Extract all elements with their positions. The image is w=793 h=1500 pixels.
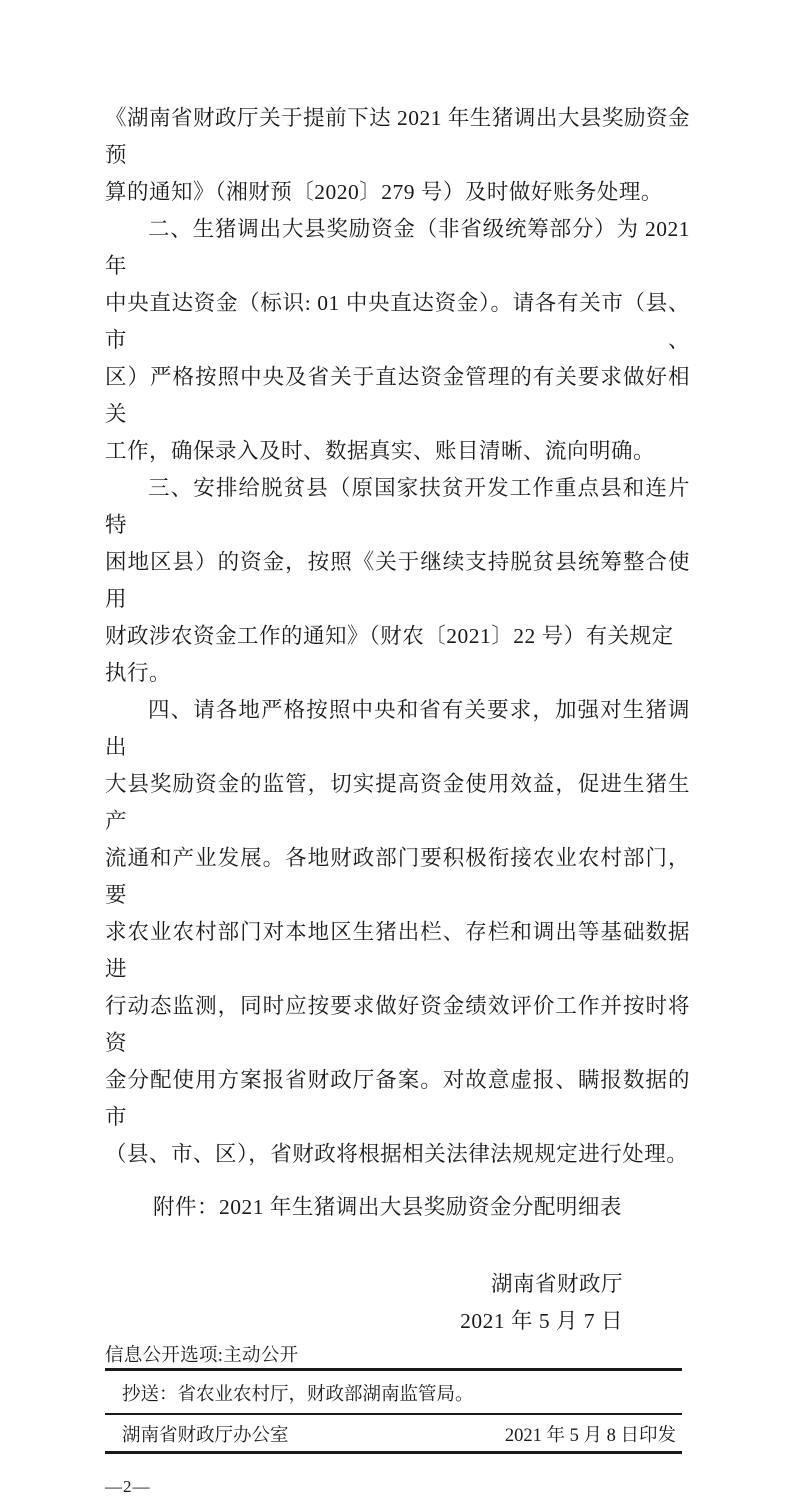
body-line: 行动态监测，同时应按要求做好资金绩效评价工作并按时将资 bbox=[105, 994, 690, 1055]
body-line: 困地区县）的资金，按照《关于继续支持脱贫县统筹整合使用 bbox=[105, 550, 690, 611]
document-footer bbox=[105, 1344, 690, 1454]
body-line: 区）严格按照中央及省关于直达资金管理的有关要求做好相关 bbox=[105, 365, 690, 426]
document-body bbox=[105, 100, 690, 1173]
body-line: 三、安排给脱贫县（原国家扶贫开发工作重点县和连片特 bbox=[105, 476, 690, 537]
body-line: （县、市、区），省财政将根据相关法律法规规定进行处理。 bbox=[105, 1142, 689, 1166]
print-date: 2021 年 5 月 8 日印发 bbox=[504, 1426, 676, 1446]
issue-date: 2021 年 5 月 7 日 bbox=[460, 1309, 623, 1333]
body-line: 金分配使用方案报省财政厅备案。对故意虚报、瞒报数据的市 bbox=[105, 1068, 690, 1129]
body-line: 工作，确保录入及时、数据真实、账目清晰、流向明确。 bbox=[105, 439, 656, 463]
office-row bbox=[105, 1415, 682, 1451]
body-line: 四、请各地严格按照中央和省有关要求，加强对生猪调出 bbox=[105, 698, 690, 759]
cc-line: 抄送：省农业农村厅，财政部湖南监管局。 bbox=[122, 1385, 474, 1405]
body-line: 财政涉农资金工作的通知》（财农〔2021〕22 号）有关规定执行。 bbox=[105, 624, 674, 685]
issuing-office: 湖南省财政厅办公室 bbox=[122, 1426, 289, 1446]
body-line: 流通和产业发展。各地财政部门要积极衔接农业农村部门，要 bbox=[105, 846, 690, 907]
body-line: 算的通知》（湘财预〔2020〕279 号）及时做好账务处理。 bbox=[105, 180, 663, 204]
body-line: 大县奖励资金的监管，切实提高资金使用效益，促进生猪生产 bbox=[105, 772, 690, 833]
body-line: 《湖南省财政厅关于提前下达 2021 年生猪调出大县奖励资金预 bbox=[105, 106, 690, 167]
page-number: —2— bbox=[105, 1477, 151, 1496]
divider-line-bottom bbox=[105, 1451, 682, 1454]
body-line: 二、生猪调出大县奖励资金（非省级统筹部分）为 2021 年 bbox=[105, 217, 690, 278]
disclosure-option: 信息公开选项:主动公开 bbox=[105, 1346, 299, 1366]
body-line: 中央直达资金（标识: 01 中央直达资金）。请各有关市（县、市、 bbox=[105, 291, 690, 352]
body-line: 求农业农村部门对本地区生猪出栏、存栏和调出等基础数据进 bbox=[105, 920, 690, 981]
attachment-line: 附件：2021 年生猪调出大县奖励资金分配明细表 bbox=[153, 1195, 622, 1219]
issuer-name: 湖南省财政厅 bbox=[490, 1272, 623, 1296]
signature-block bbox=[105, 1266, 690, 1340]
